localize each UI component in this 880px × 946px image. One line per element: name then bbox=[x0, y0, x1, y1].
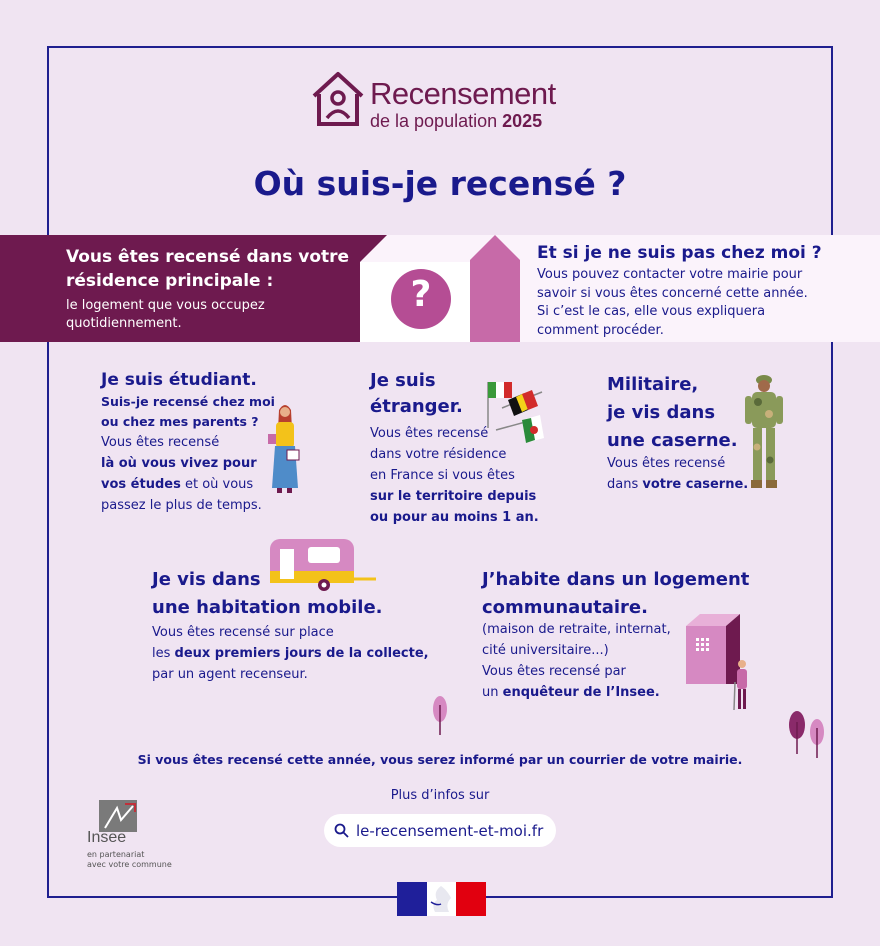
logo-title: Recensement bbox=[370, 76, 556, 111]
band-right-text: Vous pouvez contacter votre mairie pour savoir si vous êtes concerné cette année. Si c’est le cas, elle vous expliquera comment procéder. bbox=[537, 267, 808, 338]
band-left-text: le logement que vous occupez quotidiennement. bbox=[66, 298, 265, 331]
military-text: Vous êtes recensé dans votre caserne. bbox=[607, 456, 749, 492]
logo-subtitle: de la population 2025 bbox=[370, 111, 543, 131]
page-title: Où suis-je recensé ? bbox=[253, 164, 627, 203]
mobile-heading: Je vis dans une habitation mobile. bbox=[152, 569, 383, 618]
student-heading: Je suis étudiant. bbox=[101, 370, 257, 390]
tree-icon bbox=[432, 695, 448, 735]
house-person-logo-icon bbox=[310, 68, 366, 130]
insee-logo-icon bbox=[99, 800, 137, 832]
insee-partner-text: en partenariat avec votre commune bbox=[87, 850, 172, 869]
student-text: Vous êtes recensé là où vous vivez pour vos études et où vous passez le plus de temps. bbox=[101, 435, 262, 513]
foreigner-heading: Je suis étranger. bbox=[370, 370, 463, 417]
building-illustration bbox=[686, 612, 756, 712]
communal-text: (maison de retraite, internat, cité universitaire...) Vous êtes recensé par un enquêteur de l’Insee. bbox=[482, 622, 671, 700]
tree-icon bbox=[788, 710, 806, 754]
band-left-heading: Vous êtes recensé dans votre résidence principale : bbox=[66, 247, 350, 291]
search-icon bbox=[334, 823, 349, 838]
website-url[interactable]: le-recensement-et-moi.fr bbox=[356, 822, 544, 840]
band-right-heading: Et si je ne suis pas chez moi ? bbox=[537, 243, 822, 263]
marianne-logo-icon bbox=[397, 882, 486, 916]
footer-note: Si vous êtes recensé cette année, vous serez informé par un courrier de votre mairie. bbox=[137, 752, 743, 767]
military-heading: Militaire, je vis dans une caserne. bbox=[607, 374, 738, 451]
soldier-illustration bbox=[742, 372, 786, 492]
question-mark: ? bbox=[410, 274, 432, 315]
student-woman-illustration bbox=[265, 400, 305, 495]
mobile-text: Vous êtes recensé sur place les deux premiers jours de la collecte, par un agent recenseur. bbox=[152, 625, 429, 682]
foreigner-text: Vous êtes recensé dans votre résidence en France si vous êtes sur le territoire depuis ou pour au moins 1 an. bbox=[370, 426, 539, 525]
communal-heading: J’habite dans un logement communautaire. bbox=[482, 569, 750, 618]
insee-name: Insee bbox=[87, 829, 127, 846]
student-question: Suis-je recensé chez moi ou chez mes parents ? bbox=[101, 394, 275, 429]
more-info-label: Plus d’infos sur bbox=[390, 788, 490, 803]
